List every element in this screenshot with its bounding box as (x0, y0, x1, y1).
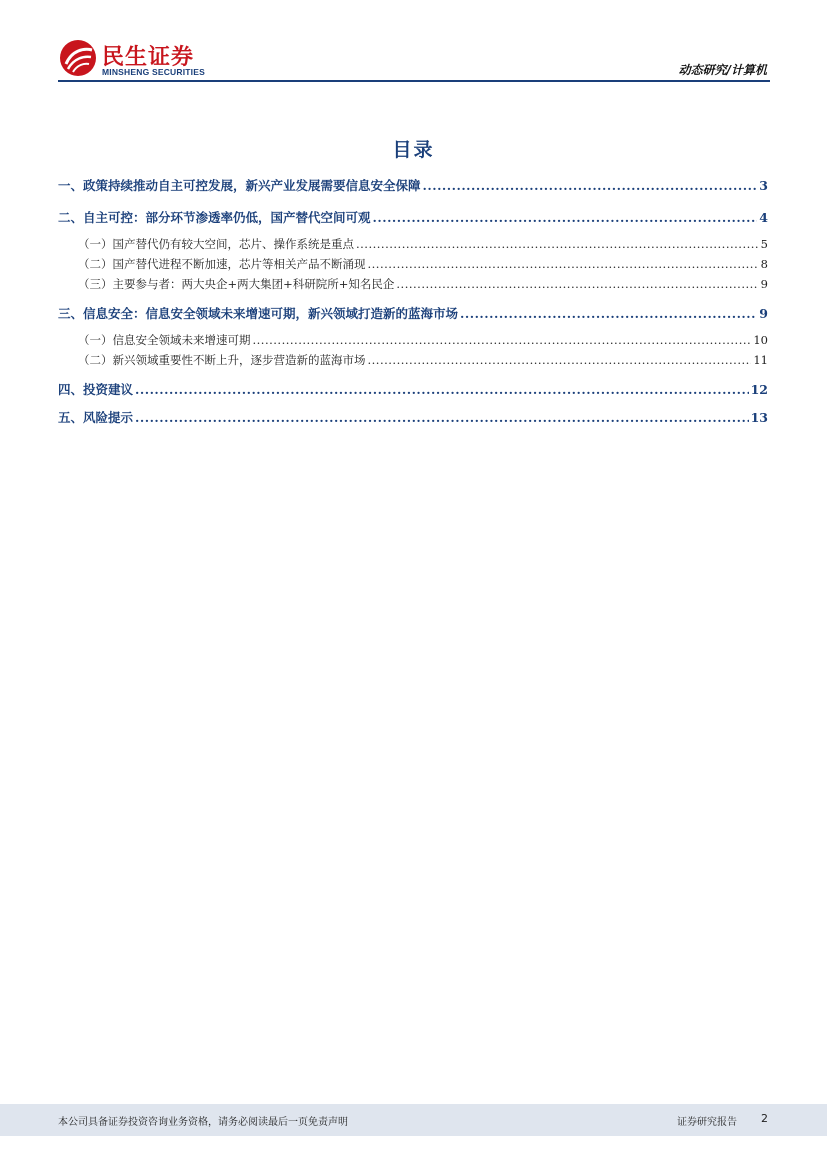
logo-chinese-name: 民生证券 (102, 45, 195, 70)
footer-disclaimer: 本公司具备证券投资咨询业务资格，请务必阅读最后一页免责声明 (58, 1117, 348, 1128)
toc-dot-leader (423, 178, 758, 193)
toc-dot-leader (356, 237, 759, 251)
toc-entry-page: 9 (759, 306, 768, 321)
toc-entry-title: （一）国产替代仍有较大空间，芯片、操作系统是重点 (78, 237, 354, 251)
toc-dot-leader (373, 210, 758, 225)
page-header (0, 0, 827, 84)
toc-subentry[interactable] (58, 332, 768, 348)
toc-entry-page: 13 (750, 410, 768, 425)
toc-entry-title: （一）信息安全领域未来增速可期 (78, 333, 251, 347)
toc-entry-title: 二、自主可控：部分环节渗透率仍低，国产替代空间可观 (58, 210, 371, 225)
toc-subentry[interactable] (58, 352, 768, 368)
toc-title: 目录 (392, 139, 435, 161)
toc-subentry[interactable] (58, 236, 768, 252)
toc-dot-leader (368, 353, 752, 367)
toc-entry-title: （二）新兴领域重要性不断上升，逐步营造新的蓝海市场 (78, 353, 366, 367)
toc-dot-leader (396, 277, 758, 291)
toc-entry[interactable] (58, 408, 768, 426)
toc-entry[interactable] (58, 208, 768, 226)
toc-dot-leader (135, 410, 749, 425)
toc-entry-title: 三、信息安全：信息安全领域未来增速可期，新兴领域打造新的蓝海市场 (58, 306, 459, 321)
company-logo (58, 38, 228, 80)
toc-dot-leader (253, 333, 752, 347)
minsheng-logo-icon (58, 38, 98, 78)
toc-entry-title: （二）国产替代进程不断加速，芯片等相关产品不断涌现 (78, 257, 366, 271)
toc-entry[interactable] (58, 304, 768, 322)
footer-report-type: 证券研究报告 (677, 1117, 737, 1128)
toc-entry-page: 3 (759, 178, 768, 193)
logo-english-name: MINSHENG SECURITIES (102, 67, 205, 77)
toc-entry[interactable] (58, 380, 768, 398)
toc-dot-leader (135, 382, 749, 397)
toc-subentry[interactable] (58, 256, 768, 272)
toc-entry[interactable] (58, 176, 768, 194)
toc-entry-title: （三）主要参与者：两大央企+两大集团+科研院所+知名民企 (78, 277, 395, 291)
toc-entry-page: 4 (759, 210, 768, 225)
toc-entry-page: 11 (753, 353, 768, 367)
toc-entry-page: 12 (750, 382, 768, 397)
footer-page-number: 2 (761, 1112, 768, 1125)
toc-entry-page: 5 (760, 237, 768, 251)
toc-entry-page: 9 (760, 277, 768, 291)
toc-dot-leader (460, 306, 757, 321)
toc-entry-page: 8 (760, 257, 768, 271)
toc-subentry[interactable] (58, 276, 768, 292)
header-divider (58, 80, 770, 82)
toc-dot-leader (368, 257, 759, 271)
toc-entry-title: 四、投资建议 (58, 382, 134, 397)
report-category: 动态研究/计算机 (678, 63, 767, 77)
toc-entry-title: 一、政策持续推动自主可控发展，新兴产业发展需要信息安全保障 (58, 178, 421, 193)
page-footer (0, 1104, 827, 1136)
toc-entry-page: 10 (753, 333, 768, 347)
toc-entry-title: 五、风险提示 (58, 410, 134, 425)
